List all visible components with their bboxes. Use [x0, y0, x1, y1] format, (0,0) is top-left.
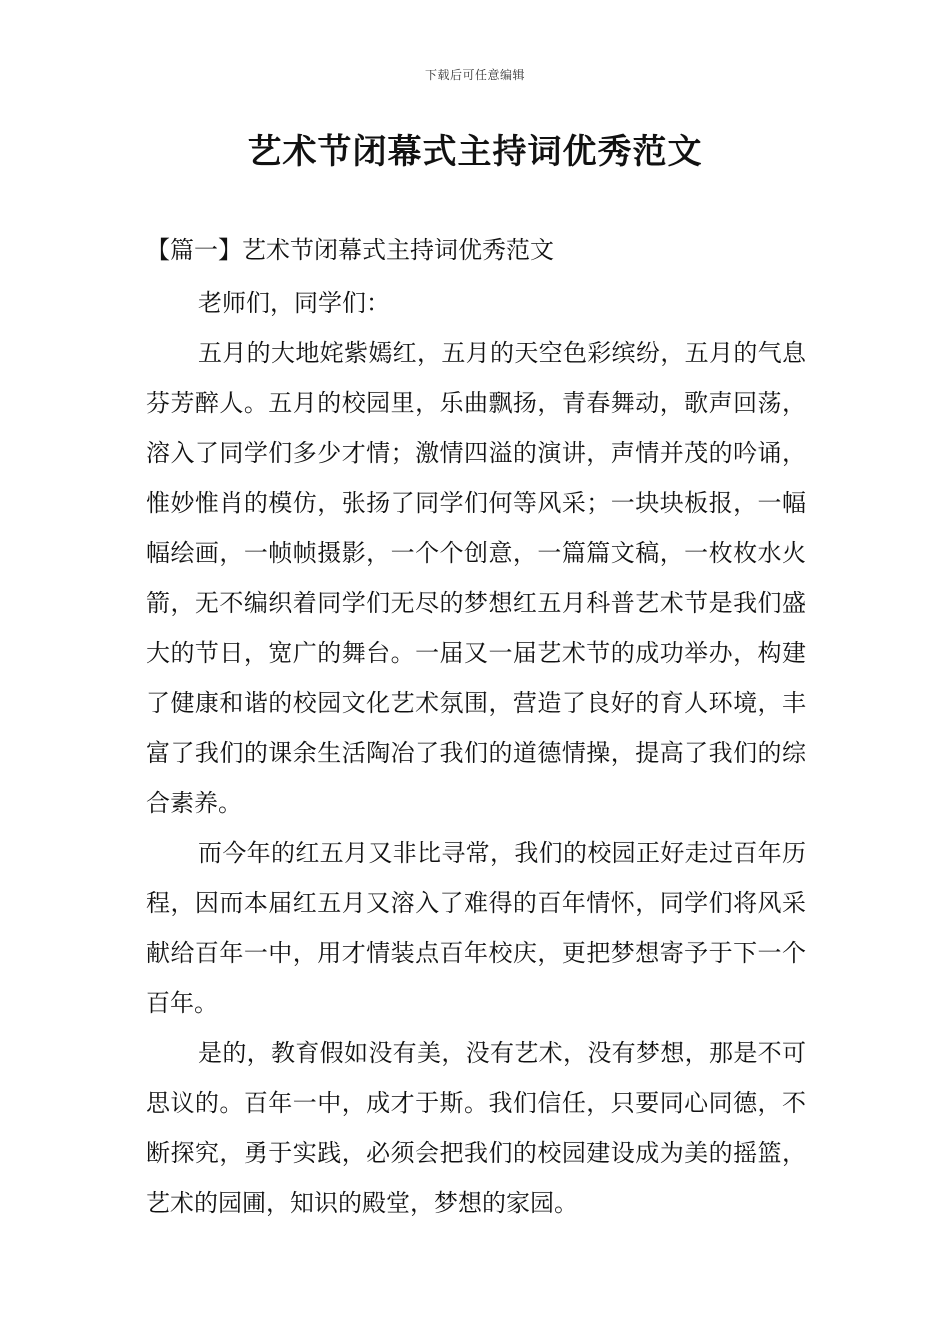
document-body — [146, 230, 806, 1228]
paragraph-greeting: 老师们，同学们： — [198, 289, 390, 317]
document-title: 艺术节闭幕式主持词优秀范文 — [247, 132, 703, 172]
section-heading: 【篇一】艺术节闭幕式主持词优秀范文 — [146, 236, 554, 264]
paragraph-conclusion: 是的，教育假如没有美，没有艺术，没有梦想，那是不可思议的。百年一中，成才于斯。我们信任，只要同心同德，不断探究，勇于实践，必须会把我们的校园建设成为美的摇篮，艺术的园圃，知识的殿堂，梦想的家园。 — [146, 1039, 806, 1217]
header-note: 下载后可任意编辑 — [424, 68, 525, 82]
paragraph-centennial: 而今年的红五月又非比寻常，我们的校园正好走过百年历程，因而本届红五月又溶入了难得的百年情怀，同学们将风采献给百年一中，用才情装点百年校庆，更把梦想寄予于下一个百年。 — [146, 839, 806, 1017]
paragraph-may-festival: 五月的大地姹紫嫣红，五月的天空色彩缤纷，五月的气息芬芳醉人。五月的校园里，乐曲飘扬，青春舞动，歌声回荡，溶入了同学们多少才情；激情四溢的演讲，声情并茂的吟诵，惟妙惟肖的模仿，张扬了同学们何等风采；一块块板报，一幅幅绘画，一帧帧摄影，一个个创意，一篇篇文稿，一枚枚水火箭，无不编织着同学们无尽的梦想红五月科普艺术节是我们盛大的节日，宽广的舞台。一届又一届艺术节的成功举办，构建了健康和谐的校园文化艺术氛围，营造了良好的育人环境，丰富了我们的课余生活陶冶了我们的道德情操，提高了我们的综合素养。 — [146, 339, 806, 817]
